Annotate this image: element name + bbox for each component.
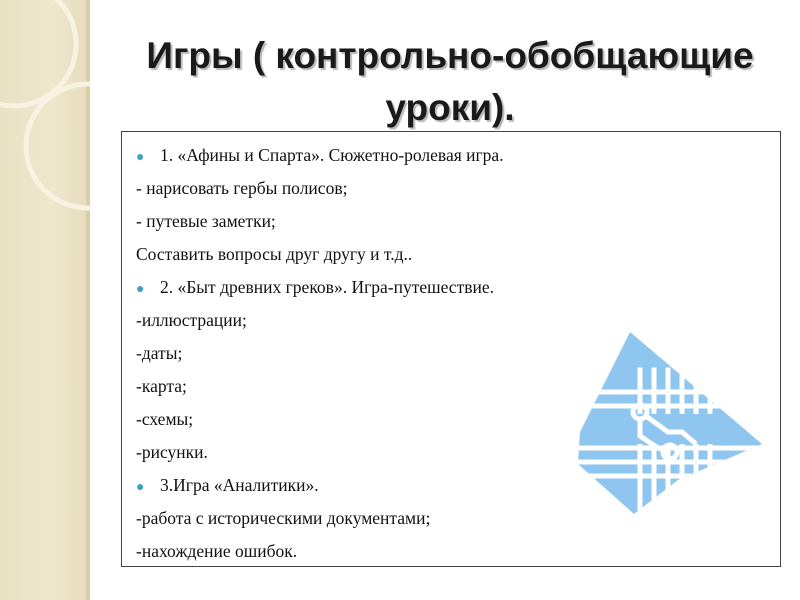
list-item: ● 2. «Быт древних греков». Игра-путешествие. bbox=[136, 277, 494, 297]
bullet-dot-icon: ● bbox=[136, 480, 145, 495]
bullet-dot-icon: ● bbox=[136, 150, 145, 165]
list-item: Составить вопросы друг другу и т.д.. bbox=[136, 244, 413, 264]
list-item: - путевые заметки; bbox=[136, 211, 276, 231]
list-item: -работа с историческими документами; bbox=[136, 508, 431, 528]
list-item: -рисунки. bbox=[136, 442, 208, 462]
list-item: -даты; bbox=[136, 343, 183, 363]
list-item: -карта; bbox=[136, 376, 187, 396]
list-item: -схемы; bbox=[136, 409, 194, 429]
slide-title bbox=[120, 30, 780, 134]
slide-title-line1: Игры ( контрольно-обобщающие bbox=[146, 35, 754, 76]
list-item: -иллюстрации; bbox=[136, 310, 247, 330]
bullet-dot-icon: ● bbox=[136, 282, 145, 297]
slide-title-line2: уроки). bbox=[385, 87, 515, 128]
list-item: - нарисовать гербы полисов; bbox=[136, 178, 348, 198]
decorative-circles bbox=[0, 0, 90, 600]
list-item: ● 3.Игра «Аналитики». bbox=[136, 475, 319, 495]
circuit-chip-icon bbox=[578, 332, 762, 514]
list-item: -нахождение ошибок. bbox=[136, 541, 298, 561]
list-item: ● 1. «Афины и Спарта». Сюжетно-ролевая игра. bbox=[136, 145, 504, 165]
